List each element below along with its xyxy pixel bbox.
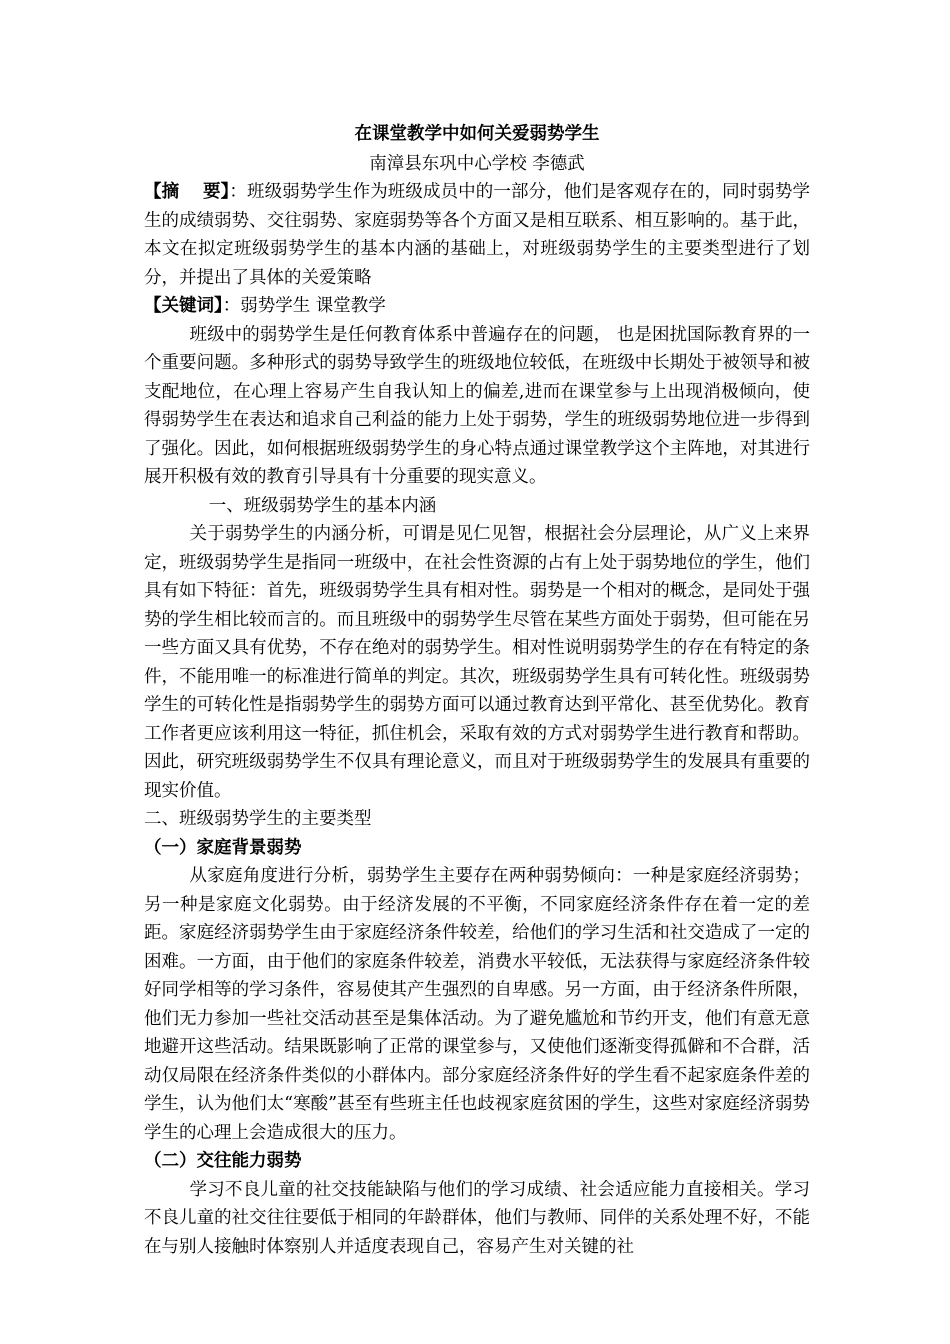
subsection2-heading: （二）交往能力弱势 [144, 1151, 302, 1171]
document-title: 在课堂教学中如何关爱弱势学生 [354, 124, 600, 144]
keywords-label: 【关键词】 [144, 296, 223, 316]
document-page [144, 118, 810, 1261]
subsection1-paragraph: 从家庭角度进行分析，弱势学生主要存在两种弱势倾向：一种是家庭经济弱势；另一种是家庭文化弱势。由于经济发展的不平衡，不同家庭经济条件存在着一定的差距。家庭经济弱势学生由于家庭经济条件较差，给他们的学习生活和社交造成了一定的困难。一方面，由于他们的家庭条件较差，消费水平较低，无法获得与家庭经济条件较好同学相等的学习条件，容易使其产生强烈的自卑感。另一方面，由于经济条件所限，他们无力参加一些社交活动甚至是集体活动。为了避免尴尬和节约开支，他们有意无意地避开这些活动。结果既影响了正常的课堂参与，又使他们逐渐变得孤僻和不合群，活动仅局限在经济条件类似的小群体内。部分家庭经济条件好的学生看不起家庭条件差的学生，认为他们太“寒酸”甚至有些班主任也歧视家庭贫困的学生，这些对家庭经济弱势学生的心理上会造成很大的压力。 [144, 866, 810, 1143]
keywords-text: ：弱势学生 课堂教学 [222, 296, 386, 316]
author-line: 南漳县东巩中心学校 李德武 [369, 154, 585, 174]
subsection1-heading: （一）家庭背景弱势 [144, 837, 302, 858]
keywords-paragraph [144, 292, 810, 321]
section2-heading: 二、班级弱势学生的主要类型 [144, 809, 372, 829]
abstract-label: 【摘 要】 [144, 182, 230, 202]
subsection2-paragraph: 学习不良儿童的社交技能缺陷与他们的学习成绩、社会适应能力直接相关。学习不良儿童的社交往往要低于相同的年龄群体，他们与教师、同伴的关系处理不好，不能在与别人接触时体察别人并适度表现自己，容易产生对关键的社 [144, 1179, 810, 1257]
section1-heading: 一、班级弱势学生的基本内涵 [208, 495, 437, 516]
abstract-text: ：班级弱势学生作为班级成员中的一部分，他们是客观存在的，同时弱势学生的成绩弱势、交往弱势、家庭弱势等各个方面又是相互联系、相互影响的。基于此，本文在拟定班级弱势学生的基本内涵的基础上，对班级弱势学生的主要类型进行了划分，并提出了具体的关爱策略 [144, 182, 810, 288]
abstract-paragraph [144, 178, 810, 292]
section1-paragraph: 关于弱势学生的内涵分析，可谓是见仁见智，根据社会分层理论，从广义上来界定，班级弱势学生是指同一班级中，在社会性资源的占有上处于弱势地位的学生，他们具有如下特征：首先，班级弱势学生具有相对性。弱势是一个相对的概念，是同处于强势的学生相比较而言的。而且班级中的弱势学生尽管在某些方面处于弱势，但可能在另一些方面又具有优势，不存在绝对的弱势学生。相对性说明弱势学生的存在有特定的条件，不能用唯一的标准进行简单的判定。其次，班级弱势学生具有可转化性。班级弱势学生的可转化性是指弱势学生的弱势方面可以通过教育达到平常化、甚至优势化。教育工作者更应该利用这一特征，抓住机会，采取有效的方式对弱势学生进行教育和帮助。因此，研究班级弱势学生不仅具有理论意义，而且对于班级弱势学生的发展具有重要的现实价值。 [144, 524, 810, 801]
intro-paragraph: 班级中的弱势学生是任何教育体系中普遍存在的问题， 也是困扰国际教育界的一个重要问题。多种形式的弱势导致学生的班级地位较低，在班级中长期处于被领导和被支配地位，在心理上容易产生自我认知上的偏差,进而在课堂参与上出现消极倾向，使得弱势学生在表达和追求自己利益的能力上处于弱势，学生的班级弱势地位进一步得到了强化。因此，如何根据班级弱势学生的身心特点通过课堂教学这个主阵地，对其进行展开积极有效的教育引导具有十分重要的现实意义。 [144, 324, 810, 487]
